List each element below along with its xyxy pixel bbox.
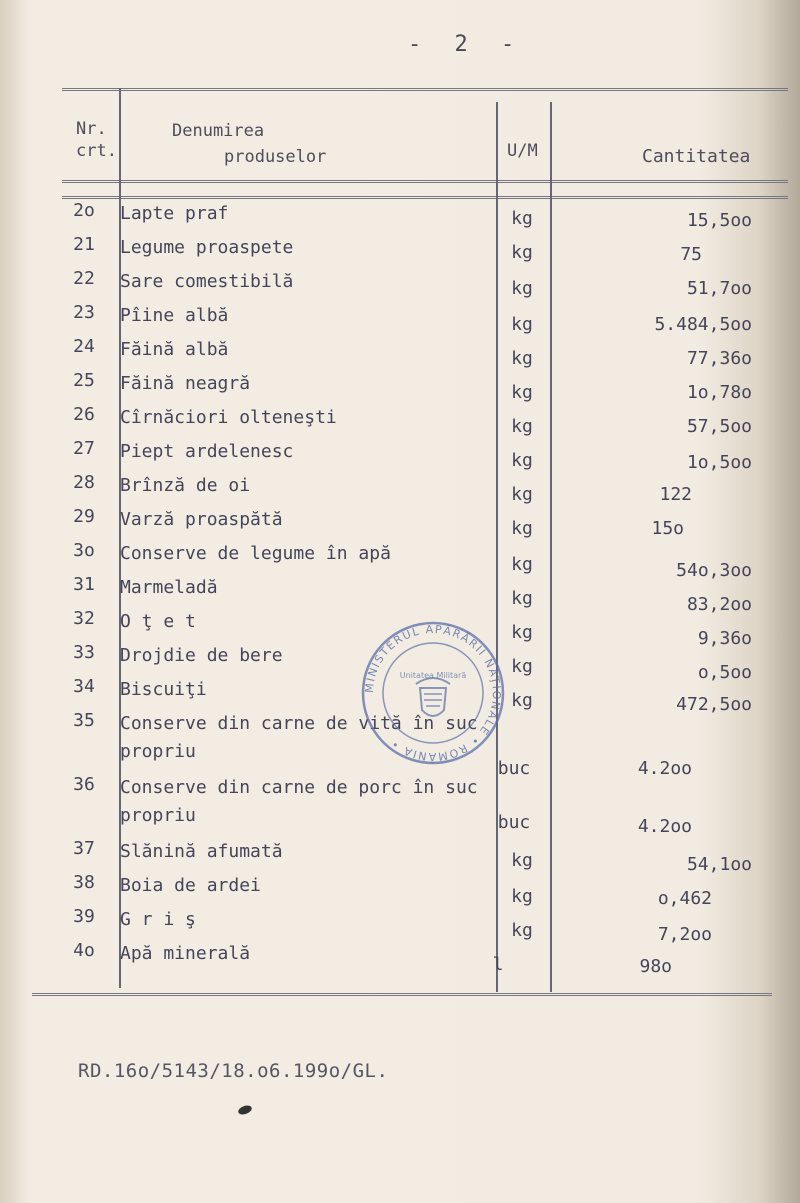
row-unit: kg (511, 622, 533, 643)
row-quantity: 4.2oo (637, 758, 692, 779)
row-product: Biscuiţi (120, 679, 207, 700)
row-nr: 23 (73, 302, 95, 323)
header-nr-line2: crt. (76, 141, 117, 161)
row-product: Pîine albă (120, 305, 229, 326)
header-nr-line1: Nr. (76, 119, 107, 139)
row-nr: 3o (73, 540, 95, 561)
row-unit: buc (497, 758, 531, 779)
row-product: Cîrnăciori olteneşti (120, 407, 337, 428)
row-unit: kg (511, 242, 533, 263)
row-quantity: 77,36o (686, 348, 752, 369)
row-nr: 21 (73, 234, 95, 255)
row-nr: 27 (73, 438, 95, 459)
header-quantity: Cantitatea (642, 146, 751, 167)
row-unit: kg (511, 518, 533, 539)
row-nr: 34 (73, 676, 95, 697)
row-unit: kg (511, 484, 533, 505)
row-nr: 22 (73, 268, 95, 289)
row-quantity: 51,7oo (686, 278, 752, 299)
row-quantity: o,5oo (697, 662, 752, 683)
row-nr: 26 (73, 404, 95, 425)
row-product: Conserve din carne de vită în suc propriu (120, 713, 478, 762)
row-unit: kg (511, 690, 533, 711)
row-unit: kg (511, 850, 533, 871)
header-bottom-rule (62, 180, 788, 183)
header-name-line2: produselor (224, 147, 327, 167)
row-unit: kg (511, 416, 533, 437)
stamp-inner-text: Unitatea Militară (399, 671, 467, 680)
row-quantity: 54o,3oo (676, 560, 752, 581)
row-quantity: 75 (680, 244, 702, 265)
row-nr: 39 (73, 906, 95, 927)
row-quantity: 4.2oo (637, 816, 692, 837)
row-quantity: 122 (659, 484, 692, 505)
row-product: Boia de ardei (120, 875, 261, 896)
row-quantity: 472,5oo (676, 694, 752, 715)
row-product: Făină neagră (120, 373, 251, 394)
row-product: Sare comestibilă (120, 271, 294, 292)
row-quantity: 98o (639, 956, 672, 977)
row-unit: buc (497, 812, 531, 833)
row-quantity: 1o,5oo (686, 452, 752, 473)
table-bottom-rule (32, 993, 772, 996)
row-unit: kg (511, 314, 533, 335)
row-product: Apă minerală (120, 943, 251, 964)
row-nr: 29 (73, 506, 95, 527)
row-unit: kg (511, 656, 533, 677)
stamp-outer-text: MINISTERUL APĂRĂRII NAŢIONALE • ROMÂNIA • (362, 622, 504, 764)
row-product: Conserve de legume în apă (120, 543, 391, 564)
row-product: Drojdie de bere (120, 645, 283, 666)
row-quantity: 1o,78o (686, 382, 752, 403)
row-product: Piept ardelenesc (120, 441, 294, 462)
row-unit: kg (511, 208, 533, 229)
row-unit: kg (511, 348, 533, 369)
row-product: Făină albă (120, 339, 229, 360)
row-nr: 35 (73, 710, 95, 731)
row-quantity: 83,2oo (686, 594, 752, 615)
ink-blot (237, 1104, 253, 1116)
col-divider-um (550, 102, 552, 992)
row-product: Marmeladă (120, 577, 218, 598)
row-quantity: o,462 (657, 888, 712, 909)
row-nr: 37 (73, 838, 95, 859)
row-quantity: 7,2oo (657, 924, 712, 945)
row-unit: kg (511, 886, 533, 907)
coat-of-arms-icon (416, 678, 450, 716)
row-nr: 31 (73, 574, 95, 595)
row-product: G r i ş (120, 909, 196, 930)
row-nr: 36 (73, 774, 95, 795)
row-unit: l (492, 954, 504, 975)
row-quantity: 5.484,5oo (654, 314, 752, 335)
row-product: Conserve din carne de porc în suc propriu (120, 777, 478, 826)
row-quantity: 57,5oo (686, 416, 752, 437)
header-name-line1: Denumirea (172, 121, 265, 141)
row-nr: 24 (73, 336, 95, 357)
col-divider-name (496, 102, 498, 992)
row-product: O ţ e t (120, 611, 196, 632)
row-nr: 28 (73, 472, 95, 493)
row-unit: kg (511, 920, 533, 941)
row-unit: kg (511, 278, 533, 299)
row-quantity: 9,36o (697, 628, 752, 649)
table-top-rule (62, 88, 788, 91)
page-number: - 2 - (408, 32, 525, 57)
row-nr: 2o (73, 200, 95, 221)
row-nr: 25 (73, 370, 95, 391)
row-quantity: 54,1oo (686, 854, 752, 875)
products-table (62, 88, 788, 1008)
header-bottom-rule-2 (62, 196, 788, 199)
row-unit: kg (511, 382, 533, 403)
document-reference: RD.16o/5143/18.o6.199o/GL. (78, 1060, 389, 1082)
row-unit: kg (511, 450, 533, 471)
row-product: Brînză de oi (120, 475, 251, 496)
row-quantity: 15o (651, 518, 684, 539)
row-unit: kg (511, 588, 533, 609)
row-unit: kg (511, 554, 533, 575)
row-product: Legume proaspete (120, 237, 294, 258)
row-quantity: 15,5oo (686, 210, 752, 231)
row-nr: 38 (73, 872, 95, 893)
header-um: U/M (507, 141, 538, 161)
row-nr: 33 (73, 642, 95, 663)
row-product: Slănină afumată (120, 841, 283, 862)
row-product: Varză proaspătă (120, 509, 283, 530)
row-nr: 4o (73, 940, 95, 961)
row-nr: 32 (73, 608, 95, 629)
row-product: Lapte praf (120, 203, 229, 224)
official-stamp (358, 618, 508, 768)
